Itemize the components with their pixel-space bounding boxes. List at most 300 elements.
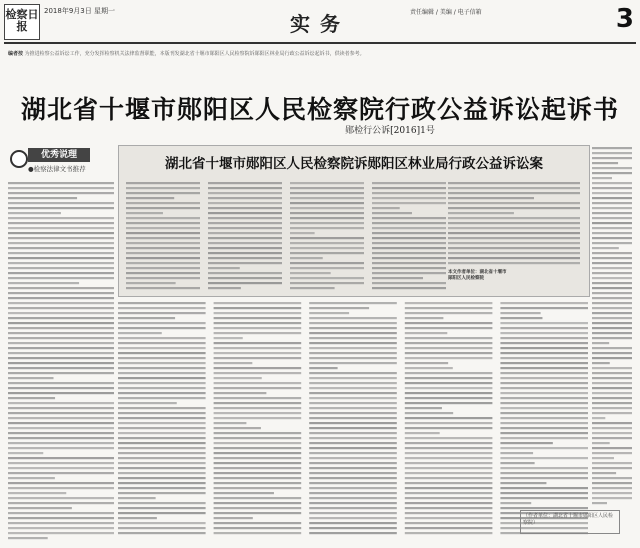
text-line xyxy=(214,517,253,519)
text-line xyxy=(8,242,114,244)
text-line xyxy=(126,182,200,184)
text-line xyxy=(214,502,302,504)
text-line xyxy=(8,347,114,349)
text-line xyxy=(8,417,114,419)
editor-note xyxy=(8,50,528,80)
text-line xyxy=(8,412,114,414)
text-line xyxy=(290,287,335,289)
text-line xyxy=(448,197,534,199)
text-line xyxy=(290,202,364,204)
text-line xyxy=(448,247,580,249)
text-line xyxy=(405,302,493,304)
text-line xyxy=(309,367,337,369)
text-line xyxy=(8,537,48,539)
text-line xyxy=(8,247,114,249)
text-line xyxy=(214,487,302,489)
text-line xyxy=(309,467,397,469)
text-line xyxy=(592,457,614,459)
text-line xyxy=(8,262,114,264)
text-line xyxy=(8,532,114,534)
text-line xyxy=(372,197,446,199)
text-line xyxy=(214,527,302,529)
text-line xyxy=(592,297,632,299)
text-line xyxy=(208,217,282,219)
text-line xyxy=(118,432,206,434)
document-title: 湖北省十堰市郧阳区人民检察院行政公益诉讼起诉书 xyxy=(20,95,619,124)
text-line xyxy=(405,517,493,519)
text-line xyxy=(118,527,206,529)
text-line xyxy=(208,252,282,254)
text-line xyxy=(8,257,114,259)
text-line xyxy=(309,452,397,454)
text-line xyxy=(8,317,114,319)
text-line xyxy=(8,377,54,379)
text-line xyxy=(500,417,588,419)
text-line xyxy=(309,417,397,419)
text-line xyxy=(8,202,114,204)
text-line xyxy=(405,377,493,379)
text-line xyxy=(592,242,632,244)
text-line xyxy=(118,477,206,479)
feature-text xyxy=(126,180,446,290)
text-line xyxy=(8,332,114,334)
text-line xyxy=(309,457,397,459)
text-line xyxy=(372,227,446,229)
text-line xyxy=(500,397,588,399)
text-line xyxy=(8,477,55,479)
column-tag: 优秀说理 xyxy=(28,148,90,162)
text-line xyxy=(8,312,114,314)
text-line xyxy=(592,367,632,369)
text-line xyxy=(405,522,493,524)
text-line xyxy=(500,317,542,319)
text-line xyxy=(126,247,200,249)
text-line xyxy=(208,262,282,264)
text-line xyxy=(214,372,302,374)
text-line xyxy=(126,187,200,189)
text-line xyxy=(405,322,493,324)
text-line xyxy=(448,252,580,254)
text-line xyxy=(290,207,364,209)
text-line xyxy=(118,362,206,364)
text-line xyxy=(405,392,493,394)
text-line xyxy=(592,342,609,344)
text-line xyxy=(8,392,114,394)
text-line xyxy=(592,152,632,154)
text-line xyxy=(208,247,282,249)
text-line xyxy=(309,462,397,464)
text-line xyxy=(405,347,493,349)
text-line xyxy=(214,312,302,314)
text-line xyxy=(405,442,493,444)
text-line xyxy=(208,202,282,204)
text-line xyxy=(8,402,114,404)
text-line xyxy=(372,222,446,224)
text-line xyxy=(8,302,114,304)
text-line xyxy=(118,302,206,304)
text-line xyxy=(309,507,397,509)
text-line xyxy=(118,412,206,414)
text-line xyxy=(405,417,493,419)
text-line xyxy=(500,502,531,504)
text-line xyxy=(290,242,364,244)
text-line xyxy=(126,242,200,244)
text-line xyxy=(500,312,540,314)
text-line xyxy=(214,412,302,414)
text-line xyxy=(592,397,632,399)
text-line xyxy=(500,307,588,309)
text-line xyxy=(592,182,632,184)
text-line xyxy=(309,497,397,499)
text-line xyxy=(592,187,632,189)
text-line xyxy=(208,207,282,209)
text-line xyxy=(118,512,206,514)
text-line xyxy=(214,317,302,319)
text-line xyxy=(309,422,397,424)
text-line xyxy=(592,292,632,294)
text-line xyxy=(500,322,588,324)
text-line xyxy=(309,532,397,534)
text-line xyxy=(405,472,493,474)
footer-note: （作者单位：湖北省十堰市郧阳区人民检察院） xyxy=(520,510,620,534)
right-column-text xyxy=(592,145,632,505)
text-line xyxy=(290,222,364,224)
text-line xyxy=(372,232,446,234)
text-line xyxy=(118,462,206,464)
text-line xyxy=(372,212,412,214)
text-line xyxy=(372,262,446,264)
text-line xyxy=(214,307,302,309)
text-line xyxy=(309,397,397,399)
text-line xyxy=(592,177,612,179)
text-line xyxy=(8,362,114,364)
text-line xyxy=(118,337,206,339)
text-line xyxy=(8,232,114,234)
text-line xyxy=(448,237,580,239)
text-line xyxy=(8,297,114,299)
text-line xyxy=(592,167,632,169)
text-line xyxy=(592,147,632,149)
text-line xyxy=(372,287,446,289)
text-line xyxy=(208,242,282,244)
text-line xyxy=(372,282,446,284)
text-line xyxy=(448,207,580,209)
text-line xyxy=(8,292,114,294)
text-line xyxy=(118,377,206,379)
text-line xyxy=(405,352,493,354)
text-line xyxy=(309,437,397,439)
masthead-logo: 检察日报 xyxy=(4,4,40,40)
text-line xyxy=(448,187,580,189)
text-line xyxy=(592,207,632,209)
text-line xyxy=(118,357,206,359)
text-line xyxy=(118,417,206,419)
text-line xyxy=(592,472,616,474)
text-line xyxy=(290,182,364,184)
text-line xyxy=(592,392,632,394)
header-rule xyxy=(4,42,636,44)
text-line xyxy=(8,462,114,464)
text-line xyxy=(214,327,302,329)
text-line xyxy=(309,402,397,404)
feature-title: 湖北省十堰市郧阳区人民检察院诉郧阳区林业局行政公益诉讼案 xyxy=(165,156,543,172)
left-column-text xyxy=(8,180,114,540)
text-line xyxy=(214,427,261,429)
text-line xyxy=(8,352,114,354)
text-line xyxy=(214,377,262,379)
text-line xyxy=(214,442,302,444)
text-line xyxy=(405,372,493,374)
text-line xyxy=(290,282,364,284)
text-line xyxy=(118,442,206,444)
text-line xyxy=(500,427,588,429)
text-line xyxy=(592,362,610,364)
text-lines-right xyxy=(592,145,632,505)
text-line xyxy=(214,362,253,364)
text-line xyxy=(8,237,114,239)
text-line xyxy=(118,352,206,354)
text-line xyxy=(309,472,397,474)
text-line xyxy=(8,182,114,184)
text-line xyxy=(592,382,632,384)
text-line xyxy=(214,347,302,349)
text-line xyxy=(592,252,632,254)
text-line xyxy=(214,422,247,424)
text-line xyxy=(118,482,206,484)
text-line xyxy=(405,447,493,449)
text-line xyxy=(592,272,632,274)
text-line xyxy=(118,382,206,384)
text-line xyxy=(214,437,302,439)
text-line xyxy=(592,417,605,419)
text-line xyxy=(309,487,397,489)
text-line xyxy=(8,422,114,424)
text-line xyxy=(405,497,493,499)
text-line xyxy=(405,432,440,434)
text-line xyxy=(448,217,580,219)
text-line xyxy=(405,342,493,344)
text-line xyxy=(214,367,302,369)
text-line xyxy=(208,232,282,234)
text-line xyxy=(8,382,114,384)
text-line xyxy=(8,372,114,374)
text-line xyxy=(500,447,588,449)
text-line xyxy=(500,472,588,474)
text-line xyxy=(500,487,588,489)
text-line xyxy=(592,402,632,404)
text-line xyxy=(372,242,446,244)
text-line xyxy=(8,527,114,529)
text-line xyxy=(372,277,423,279)
text-line xyxy=(8,502,114,504)
text-line xyxy=(8,197,77,199)
text-line xyxy=(500,437,588,439)
text-line xyxy=(592,337,632,339)
text-line xyxy=(8,467,114,469)
text-line xyxy=(208,227,282,229)
text-line xyxy=(8,512,114,514)
text-line xyxy=(8,282,79,284)
text-line xyxy=(448,192,580,194)
text-line xyxy=(8,432,114,434)
text-line xyxy=(372,207,400,209)
text-line xyxy=(500,367,588,369)
text-line xyxy=(592,432,632,434)
text-line xyxy=(448,227,580,229)
text-line xyxy=(8,287,114,289)
text-line xyxy=(592,462,632,464)
text-line xyxy=(592,447,632,449)
text-line xyxy=(592,312,632,314)
text-line xyxy=(126,192,200,194)
text-line xyxy=(118,372,206,374)
text-line xyxy=(592,347,632,349)
text-line xyxy=(309,387,397,389)
text-line xyxy=(405,412,453,414)
text-line xyxy=(592,422,632,424)
text-line xyxy=(8,322,114,324)
text-line xyxy=(126,287,200,289)
text-line xyxy=(592,357,632,359)
text-line xyxy=(8,272,114,274)
document-number: 郧检行公诉[2016]1号 xyxy=(345,126,435,136)
text-line xyxy=(290,257,323,259)
text-line xyxy=(309,512,397,514)
text-line xyxy=(500,337,588,339)
text-line xyxy=(500,372,588,374)
text-lines-left xyxy=(8,180,114,540)
text-line xyxy=(118,367,206,369)
text-line xyxy=(8,397,55,399)
text-line xyxy=(592,467,632,469)
text-line xyxy=(592,497,632,499)
text-line xyxy=(290,227,364,229)
text-line xyxy=(214,417,302,419)
text-line xyxy=(500,432,588,434)
text-line xyxy=(405,487,493,489)
text-line xyxy=(126,207,200,209)
feature-text-right xyxy=(448,180,580,268)
text-line xyxy=(214,452,302,454)
text-line xyxy=(592,302,632,304)
text-line xyxy=(309,392,397,394)
text-line xyxy=(214,457,302,459)
text-line xyxy=(405,492,493,494)
text-line xyxy=(290,267,364,269)
text-line xyxy=(448,262,580,264)
text-line xyxy=(8,357,114,359)
text-line xyxy=(118,312,206,314)
text-line xyxy=(118,532,206,534)
text-line xyxy=(290,197,364,199)
text-line xyxy=(405,407,442,409)
text-line xyxy=(214,482,302,484)
text-line xyxy=(372,187,446,189)
text-line xyxy=(290,277,364,279)
text-line xyxy=(500,422,588,424)
text-line xyxy=(118,392,206,394)
text-line xyxy=(372,237,446,239)
text-line xyxy=(592,407,632,409)
text-line xyxy=(8,207,114,209)
text-line xyxy=(592,247,619,249)
text-line xyxy=(118,347,206,349)
text-line xyxy=(500,352,588,354)
text-line xyxy=(500,387,588,389)
body-text xyxy=(118,300,588,538)
text-line xyxy=(448,222,580,224)
text-line xyxy=(309,492,397,494)
text-line xyxy=(448,232,580,234)
text-line xyxy=(126,237,200,239)
text-line xyxy=(118,317,175,319)
text-line xyxy=(126,212,163,214)
text-line xyxy=(309,302,397,304)
text-line xyxy=(290,272,331,274)
text-line xyxy=(592,267,632,269)
text-line xyxy=(126,272,200,274)
column-subtitle: ●检察法律文书推荐 xyxy=(28,165,86,173)
text-line xyxy=(405,312,493,314)
text-line xyxy=(500,497,588,499)
text-line xyxy=(214,382,302,384)
text-line xyxy=(309,377,397,379)
text-line xyxy=(8,442,114,444)
text-line xyxy=(126,217,200,219)
text-line xyxy=(405,457,493,459)
text-line xyxy=(208,212,282,214)
text-line xyxy=(309,442,397,444)
text-line xyxy=(118,452,206,454)
text-line xyxy=(290,237,364,239)
text-line xyxy=(592,502,607,504)
text-lines-feature xyxy=(126,180,446,290)
text-line xyxy=(8,222,114,224)
text-line xyxy=(290,187,364,189)
text-line xyxy=(214,532,302,534)
text-line xyxy=(214,472,302,474)
text-line xyxy=(118,342,206,344)
text-line xyxy=(592,482,632,484)
text-line xyxy=(8,227,114,229)
text-line xyxy=(214,342,302,344)
text-line xyxy=(592,217,632,219)
text-line xyxy=(309,447,397,449)
text-line xyxy=(592,317,632,319)
text-line xyxy=(405,357,493,359)
text-line xyxy=(500,357,588,359)
text-line xyxy=(592,232,632,234)
text-line xyxy=(126,252,200,254)
text-line xyxy=(118,497,156,499)
text-line xyxy=(118,502,206,504)
text-line xyxy=(118,427,206,429)
text-line xyxy=(309,342,397,344)
text-line xyxy=(448,202,580,204)
text-line xyxy=(592,157,632,159)
text-line xyxy=(290,217,364,219)
text-line xyxy=(208,192,282,194)
text-line xyxy=(8,342,114,344)
text-line xyxy=(372,252,446,254)
text-line xyxy=(8,492,66,494)
text-line xyxy=(500,482,546,484)
text-line xyxy=(126,227,200,229)
text-line xyxy=(405,327,493,329)
text-line xyxy=(405,422,493,424)
text-line xyxy=(592,237,632,239)
text-line xyxy=(214,357,302,359)
